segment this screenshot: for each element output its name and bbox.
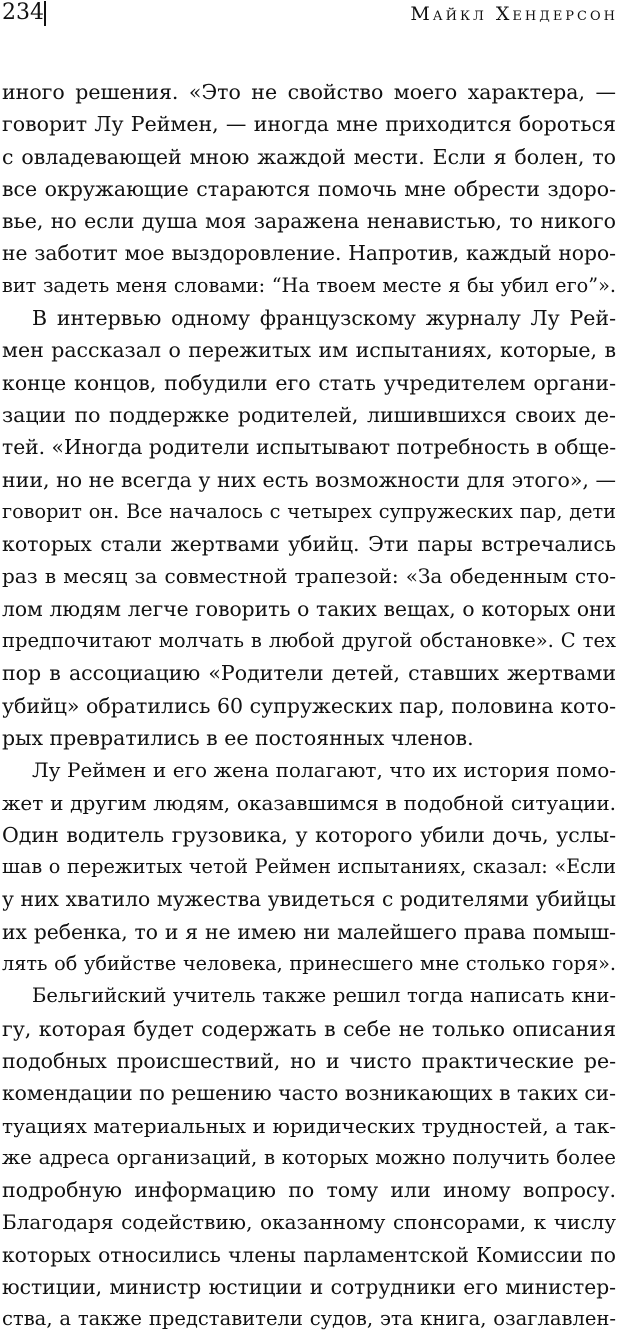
body-text [2,76,616,1336]
text-line: нии, но не всегда у них есть возможности для этого», — [2,467,616,492]
text-line: которых стали жертвами убийц. Эти пары встречались [2,532,616,557]
text-line: предпочитают молчать в любой другой обстановке». С тех [2,629,616,653]
text-line: Лу Реймен и его жена полагают, что их история помо- [32,758,616,783]
text-line: не заботит мое выздоровление. Напротив, каждый норо- [2,241,616,266]
text-line: юстиции, министр юстиции и сотрудники его министер- [2,1274,616,1299]
text-line: туациях материальных и юридических трудностей, а так- [2,1113,616,1138]
text-line: подробную информацию по тому или иному вопросу. [2,1178,616,1203]
text-line: же адреса организаций, в которых можно получить более [2,1145,616,1169]
text-line: тей. «Иногда родители испытывают потребность в обще- [2,435,616,460]
text-line: комендации по решению часто возникающих в таких си- [2,1081,616,1106]
text-line: убийц» обратились 60 супружеских пар, половина кото- [2,693,616,718]
text-line: ства, а также представители судов, эта книга, озаглавлен- [2,1307,616,1331]
running-head [0,0,620,32]
page-number: 234 [2,0,44,25]
text-line: с овладевающей мною жаждой мести. Если я болен, то [2,144,616,169]
text-line: лять об убийстве человека, принесшего мне столько горя». [2,952,616,976]
text-line: говорит Лу Реймен, — иногда мне приходится бороться [2,112,616,137]
text-line: шав о пережитых четой Реймен испытаниях, сказал: «Если [2,855,616,879]
text-line: пор в ассоциацию «Родители детей, ставших жертвами [2,661,616,686]
text-line: иного решения. «Это не свойство моего характера, — [2,80,616,104]
text-line: лом людям легче говорить о таких вещах, о которых они [2,596,616,621]
header-divider [44,1,46,26]
text-line: жет и другим людям, оказавшимся в подобной ситуации. [2,790,616,815]
text-line: их ребенка, то и я не имею ни малейшего права помыш- [2,919,616,944]
text-line: раз в месяц за совместной трапезой: «За обеденным сто- [2,564,616,589]
text-line: Бельгийский учитель также решил тогда написать кни- [32,984,616,1008]
text-line: зации по поддержке родителей, лишившихся своих де- [2,402,616,427]
text-line: говорит он. Все началось с четырех супружеских пар, дети [2,499,616,523]
text-line: Благодаря содействию, оказанному спонсорами, к числу [2,1210,616,1235]
text-line: которых относились члены парламентской Комиссии по [2,1242,616,1267]
text-line: вит задеть меня словами: “На твоем месте я бы убил его”». [2,273,616,297]
text-line: В интервью одному французскому журналу Лу Рей- [32,306,616,331]
text-line: мен рассказал о пережитых им испытаниях, которые, в [2,338,616,363]
text-line: Один водитель грузовика, у которого убили дочь, услы- [2,822,616,847]
running-head-author: Майкл Хендерсон [410,3,618,25]
text-line: подобных происшествий, но и чисто практические ре- [2,1048,616,1073]
text-line: конце концов, побудили его стать учредителем органи- [2,370,616,395]
text-line: рых превратились в ее постоянных членов. [2,725,474,750]
text-line: все окружающие стараются помочь мне обрести здоро- [2,176,616,201]
text-line: гу, которая будет содержать в себе не только описания [2,1016,616,1041]
text-line: у них хватило мужества увидеться с родителями убийцы [2,887,616,912]
text-line: вье, но если душа моя заражена ненавистью, то никого [2,209,616,234]
